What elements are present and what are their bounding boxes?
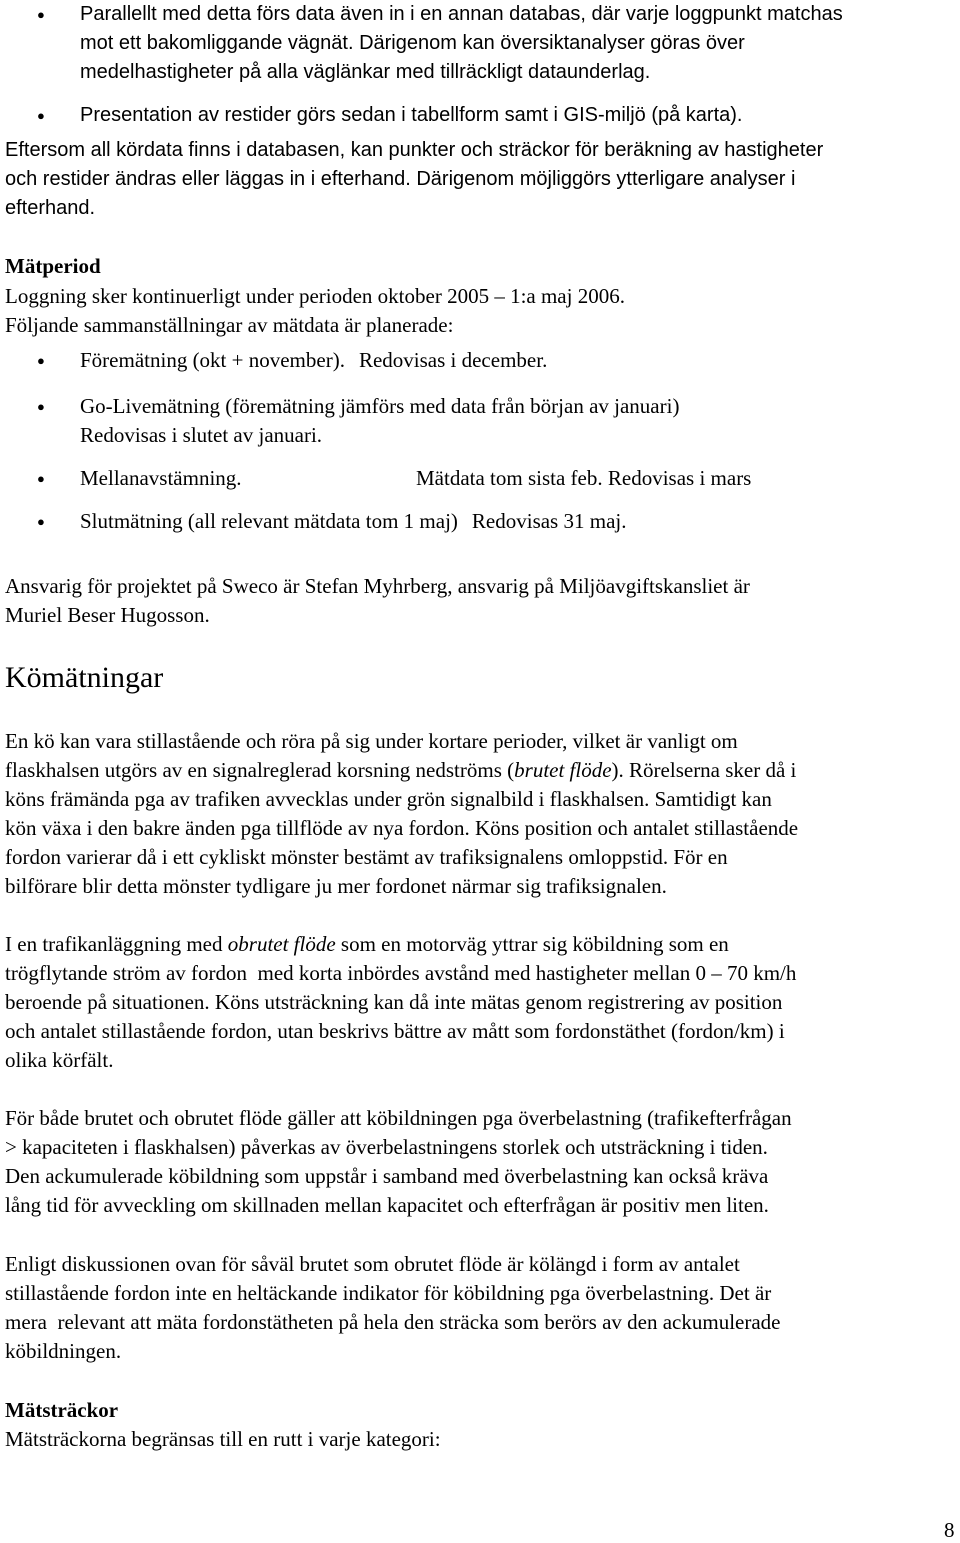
item-text: Go-Livemätning (föremätning jämförs med data från början av januari) bbox=[80, 394, 680, 418]
text-line: För både brutet och obrutet flöde gäller att köbildningen pga överbelastning (trafikefterfrågan bbox=[5, 1106, 792, 1130]
text-line: lång tid för avveckling om skillnaden mellan kapacitet och efterfrågan är positiv men liten. bbox=[5, 1193, 769, 1217]
text-line: beroende på situationen. Köns utsträckning kan då inte mätas genom registrering av position bbox=[5, 990, 783, 1014]
matperiod-line-2: Följande sammanställningar av mätdata är planerade: bbox=[5, 313, 454, 337]
matperiod-line-1: Loggning sker kontinuerligt under perioden oktober 2005 – 1:a maj 2006. bbox=[5, 284, 625, 308]
item-result: Redovisas i slutet av januari. bbox=[80, 423, 323, 447]
text-line: Muriel Beser Hugosson. bbox=[5, 603, 210, 627]
text-line: Parallellt med detta förs data även in i en annan databas, där varje loggpunkt matchas bbox=[80, 3, 843, 25]
text-line: Eftersom all kördata finns i databasen, kan punkter och sträckor för beräkning av hastigheter bbox=[5, 139, 824, 161]
text-line: Ansvarig för projektet på Sweco är Stefan Myhrberg, ansvarig på Miljöavgiftskansliet är bbox=[5, 574, 750, 598]
text-run: som en motorväg yttrar sig köbildning som en bbox=[335, 932, 729, 956]
matstrackor-line: Mätsträckorna begränsas till en rutt i varje kategori: bbox=[5, 1427, 441, 1451]
text-run: I en trafikanläggning med bbox=[5, 932, 228, 956]
page-number: 8 bbox=[944, 1518, 955, 1542]
item-text: Föremätning (okt + november). bbox=[80, 348, 345, 372]
heading-matstrackor: Mätsträckor bbox=[5, 1398, 119, 1422]
text-line: Den ackumulerade köbildning som uppstår i samband med överbelastning kan också kräva bbox=[5, 1164, 769, 1188]
paragraph-ansvarig bbox=[5, 572, 960, 630]
bullet-icon: ● bbox=[37, 7, 45, 22]
text-run: ). Rörelserna sker då i bbox=[611, 758, 797, 782]
text-line bbox=[5, 756, 960, 785]
emphasis-term: obrutet flöde bbox=[227, 932, 336, 956]
text-line: och restider ändras eller läggas in i efterhand. Därigenom möjliggörs ytterligare analyser i bbox=[5, 168, 796, 190]
emphasis-term: brutet flöde bbox=[514, 758, 612, 782]
text-line: En kö kan vara stillastående och röra på sig under kortare perioder, vilket är vanligt om bbox=[5, 729, 738, 753]
paragraph-ko-1 bbox=[5, 727, 960, 901]
text-line: olika körfält. bbox=[5, 1048, 114, 1072]
text-line: bilförare blir detta mönster tydligare ju mer fordonet närmar sig trafiksignalen. bbox=[5, 874, 667, 898]
text-line: medelhastigheter på alla väglänkar med tillräckligt dataunderlag. bbox=[80, 61, 651, 83]
text-line: trögflytande ström av fordon med korta inbördes avstånd med hastigheter mellan 0 – 70 km/h bbox=[5, 961, 797, 985]
text-line: > kapaciteten i flaskhalsen) påverkas av överbelastningens storlek och utsträckning i tiden. bbox=[5, 1135, 768, 1159]
item-text: Mellanavstämning. bbox=[80, 466, 242, 490]
paragraph-ko-3 bbox=[5, 1104, 960, 1220]
heading-komatningar: Kömätningar bbox=[5, 661, 164, 694]
bullet-icon: ● bbox=[37, 108, 45, 123]
paragraph-ko-2 bbox=[5, 930, 960, 1075]
item-result: Redovisas i december. bbox=[358, 348, 548, 372]
item-text: Slutmätning (all relevant mätdata tom 1 maj) bbox=[80, 509, 458, 533]
text-line: köns främända pga av trafiken avvecklas under grön signalbild i flaskhalsen. Samtidigt kan bbox=[5, 787, 772, 811]
text-line: kön växa i den bakre änden pga tillflöde av nya fordon. Köns position och antalet stillastående bbox=[5, 816, 799, 840]
text-run: flaskhalsen utgörs av en signalreglerad korsning nedströms ( bbox=[5, 758, 515, 782]
paragraph-database bbox=[5, 136, 960, 223]
bullet-icon: ● bbox=[37, 514, 45, 529]
item-result: Redovisas 31 maj. bbox=[471, 509, 627, 533]
text-line: köbildningen. bbox=[5, 1339, 122, 1363]
text-line: efterhand. bbox=[5, 197, 96, 219]
text-line: Enligt diskussionen ovan för såväl brutet som obrutet flöde är kölängd i form av antalet bbox=[5, 1252, 740, 1276]
text-line: stillastående fordon inte en heltäckande indikator för köbildning pga överbelastning. Det är bbox=[5, 1281, 772, 1305]
text-line: mera relevant att mäta fordonstätheten på hela den sträcka som berörs av den ackumulerade bbox=[5, 1310, 781, 1334]
text-line bbox=[5, 930, 960, 959]
paragraph-ko-4 bbox=[5, 1250, 960, 1366]
text-line: mot ett bakomliggande vägnät. Därigenom kan översiktanalyser göras över bbox=[80, 32, 745, 54]
bullet-icon: ● bbox=[37, 399, 45, 414]
item-result: Mätdata tom sista feb. Redovisas i mars bbox=[416, 466, 752, 490]
text-line: fordon varierar då i ett cykliskt mönster bestämt av trafiksignalens omloppstid. För en bbox=[5, 845, 728, 869]
text-line: Presentation av restider görs sedan i tabellform samt i GIS-miljö (på karta). bbox=[80, 104, 743, 126]
heading-matperiod: Mätperiod bbox=[5, 254, 101, 278]
bullet-icon: ● bbox=[37, 353, 45, 368]
bullet-icon: ● bbox=[37, 471, 45, 486]
text-line: och antalet stillastående fordon, utan beskrivs bättre av mått som fordonstäthet (fordon/km) i bbox=[5, 1019, 785, 1043]
